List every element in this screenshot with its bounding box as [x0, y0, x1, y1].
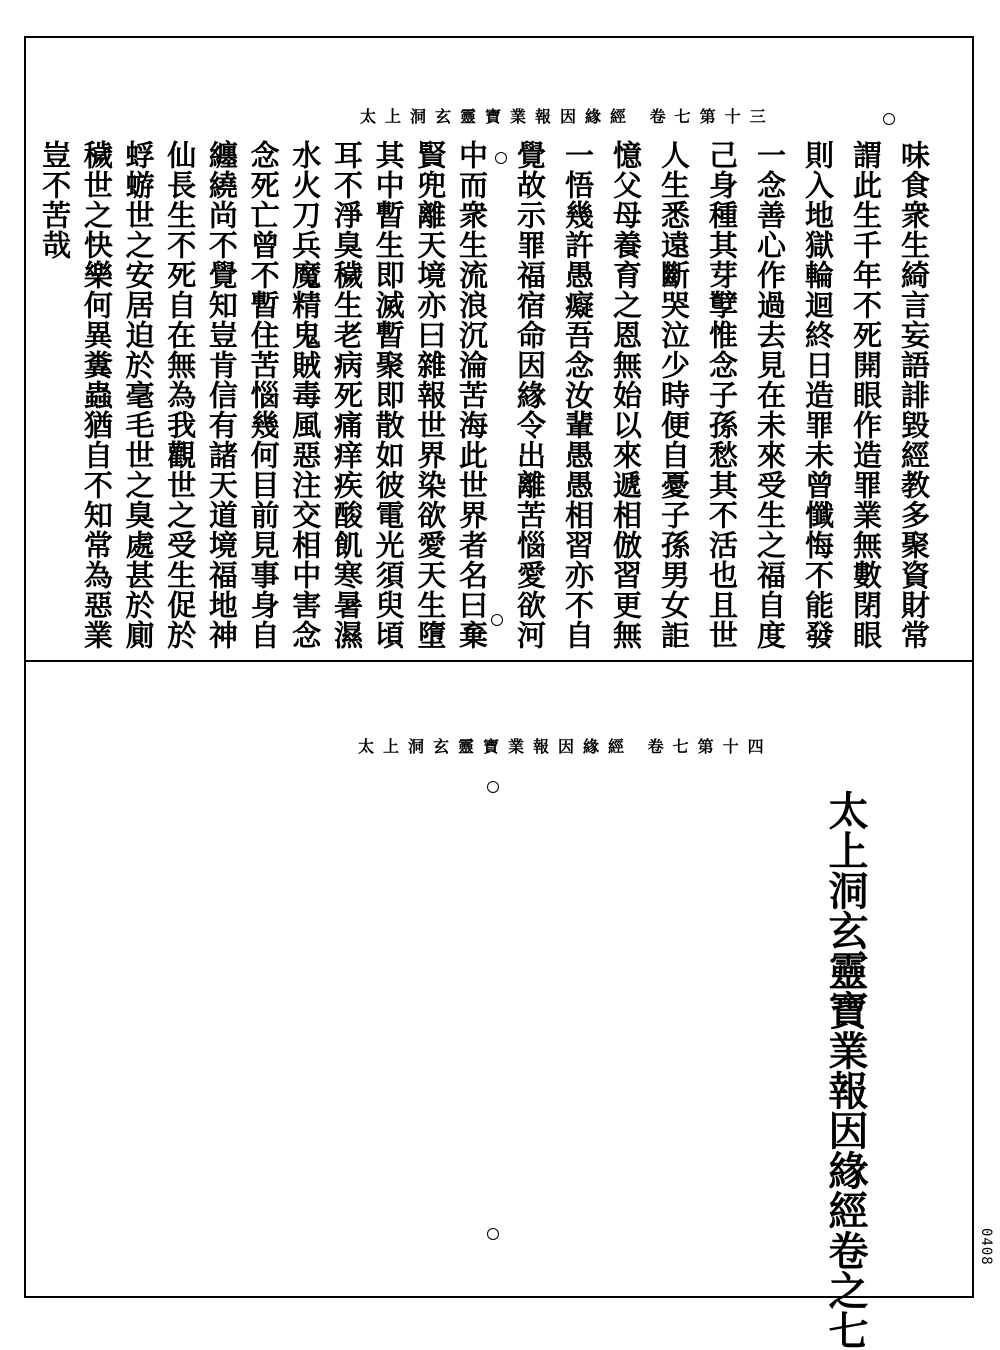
text-column: 念死亡曾不暫住苦惱幾何目前見事身自 [246, 140, 281, 650]
text-column: 謂此生千年不死開眼作造罪業無數閉眼 [849, 140, 883, 650]
text-column: 一悟幾許愚癡吾念汝輩愚愚相習亦不自 [561, 140, 595, 650]
page-divider [24, 660, 974, 662]
binding-hole-bottom-upper [487, 781, 499, 793]
scroll-end-title: 太上洞玄靈寶業報因緣經卷之七 [822, 790, 869, 1350]
text-column: 覺故示罪福宿命因緣令出離苦惱愛欲河 [513, 140, 547, 650]
text-column: 蜉蝣世之安居迫於毫毛世之臭處甚於廁 [121, 140, 156, 650]
text-column: 己身種其芽孼惟念子孫愁其不活也且世 [705, 140, 739, 650]
top-page-header: 太上洞玄靈寶業報因緣經 卷七第十三 [360, 107, 775, 126]
text-column: 仙長生不死自在無為我觀世之受生促於 [163, 140, 198, 650]
text-column: 中而衆生流浪沉淪苦海此世界者名曰棄 [455, 140, 489, 650]
binding-hole-bottom-lower [487, 1228, 499, 1240]
text-column: 味食衆生綺言妄語誹毀經教多聚資財常 [897, 140, 931, 650]
text-column: 憶父母養育之恩無始以來遞相倣習更無 [609, 140, 643, 650]
text-column: 賢兜離天境亦曰雜報世界染欲愛天生墮 [413, 140, 448, 650]
text-column: 一念善心作過去見在未來受生之福自度 [753, 140, 787, 650]
text-column: 穢世之快樂何異糞蟲猶自不知常為惡業 [79, 140, 114, 650]
binding-hole-top [883, 113, 895, 125]
page-number: 0408 [978, 1228, 994, 1266]
text-column: 纏繞尚不覺知豈肯信有諸天道境福地神 [204, 140, 239, 650]
text-column: 則入地獄輪迴終日造罪未曾懺悔不能發 [801, 140, 835, 650]
text-block-left [34, 140, 496, 660]
text-column: 耳不淨臭穢生老病死痛痒疾酸飢寒暑濕 [329, 140, 364, 650]
text-column: 人生悉遠斷哭泣少時便自憂子孫男女詎 [657, 140, 691, 650]
text-block-right [506, 140, 938, 660]
text-column: 豈不苦哉 [38, 140, 73, 260]
bottom-page-header: 太上洞玄靈寶業報因緣經 卷七第十四 [358, 737, 773, 756]
text-column: 水火刀兵魔精鬼賊毒風惡注交相中害念 [288, 140, 323, 650]
text-column: 其中暫生即滅暫聚即散如彼電光須臾頃 [371, 140, 406, 650]
